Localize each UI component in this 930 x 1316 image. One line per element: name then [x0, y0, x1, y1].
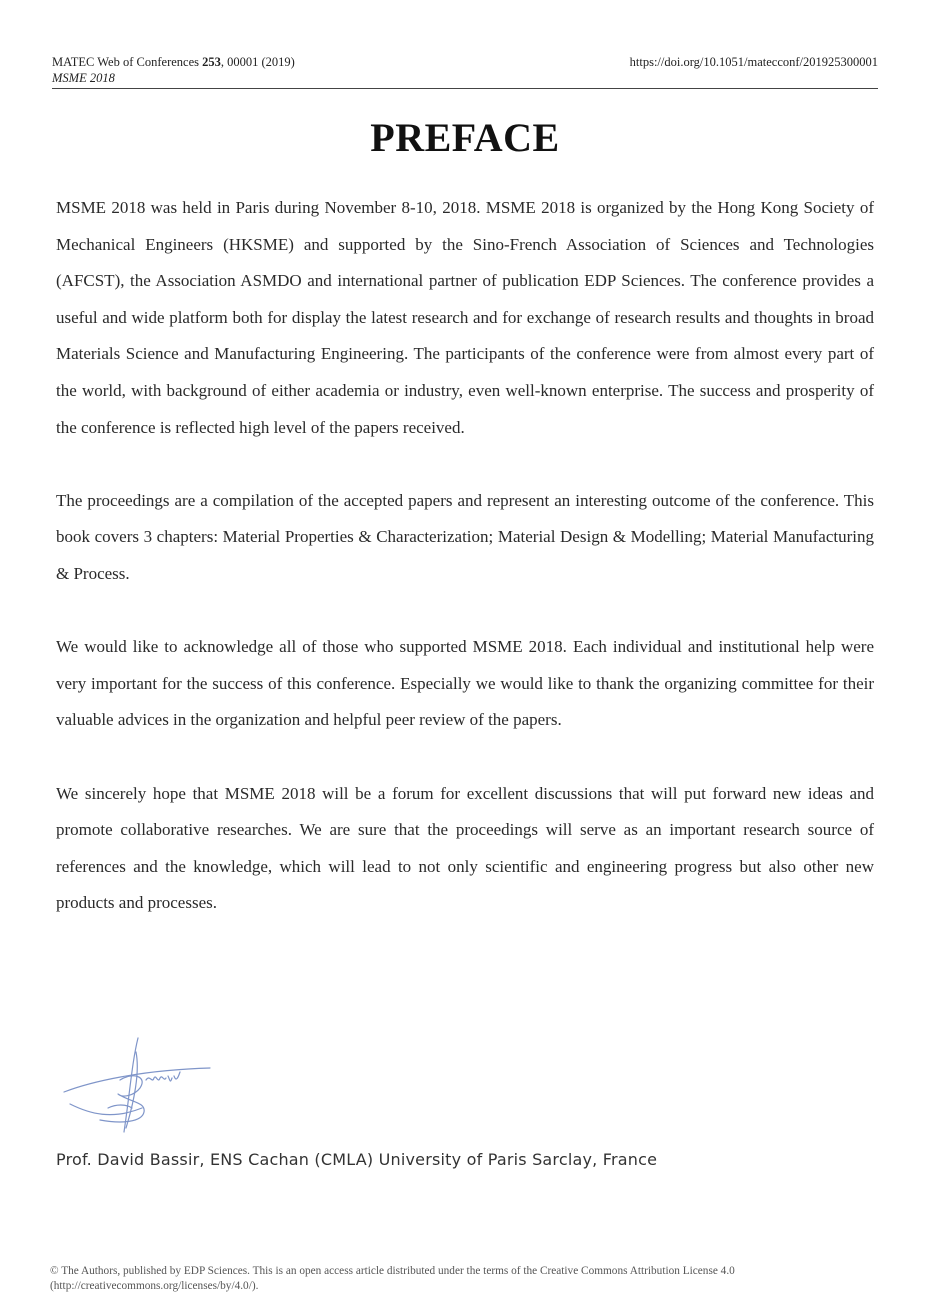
license-link[interactable]: (http://creativecommons.org/licenses/by/4.0/).	[50, 1280, 259, 1292]
preface-body	[56, 190, 874, 958]
license-footer	[50, 1264, 876, 1294]
article-reference: , 00001 (2019)	[220, 55, 295, 69]
signature-stroke-flourish	[108, 1105, 132, 1108]
signature-letters	[146, 1072, 180, 1081]
doi-link[interactable]: https://doi.org/10.1051/matecconf/201925300001	[629, 55, 878, 69]
paragraph-3: We would like to acknowledge all of those who supported MSME 2018. Each individual and institutional help were very important for the success of this conference. Especially we would like to thank the organizing committee for their valuable advices in the organization and helpful peer review of the papers.	[56, 637, 874, 730]
license-text: © The Authors, published by EDP Sciences. This is an open access article distributed under the terms of the Creative Commons Attribution License 4.0	[50, 1265, 735, 1277]
journal-name: MATEC Web of Conferences	[52, 55, 203, 69]
author-affiliation: Prof. David Bassir, ENS Cachan (CMLA) University of Paris Sarclay, France	[56, 1150, 658, 1169]
signature-icon	[60, 1032, 220, 1142]
page-title: PREFACE	[370, 115, 560, 160]
journal-citation	[52, 54, 295, 70]
paragraph-4: We sincerely hope that MSME 2018 will be a forum for excellent discussions that will put forward new ideas and promote collaborative researches. We are sure that the proceedings will serve as an important research source of references and the knowledge, which will lead to not only scientific and engineering progress but also other new products and processes.	[56, 783, 874, 913]
conference-series: MSME 2018	[52, 71, 115, 85]
journal-volume: 253	[202, 55, 221, 69]
paragraph-1: MSME 2018 was held in Paris during November 8-10, 2018. MSME 2018 is organized by the Hong Kong Society of Mechanical Engineers (HKSME) and supported by the Sino-French Association of Sciences and Technologies (AFCST), the Association ASMDO and international partner of publication EDP Sciences. The conference provides a useful and wide platform both for display the latest research and for exchange of research results and thoughts in broad Materials Science and Manufacturing Engineering. The participants of the conference were from almost every part of the world, with background of either academia or industry, even well-known enterprise. The success and prosperity of the conference is reflected high level of the papers received.	[56, 198, 874, 437]
paragraph-2: The proceedings are a compilation of the accepted papers and represent an interesting outcome of the conference. This book covers 3 chapters: Material Properties & Characterization; Material Design & Modelling; Material Manufacturing & Process.	[56, 490, 874, 583]
header-citation	[52, 54, 295, 86]
page-header	[52, 54, 878, 89]
signature-stroke-vertical	[126, 1052, 137, 1128]
